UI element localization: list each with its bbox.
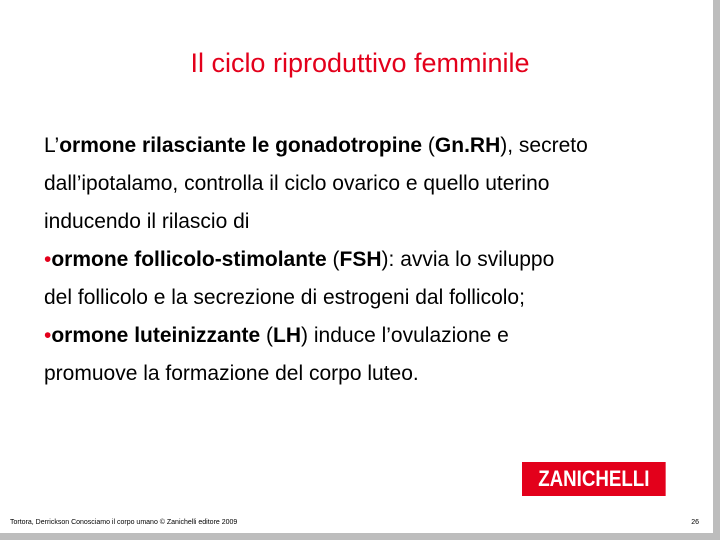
bullet-item-lh <box>44 320 684 358</box>
paragraph-line-2: dall’ipotalamo, controlla il ciclo ovarico e quello uterino <box>44 172 550 195</box>
page-number: 26 <box>691 519 699 526</box>
bold-acronym: Gn.RH <box>434 134 501 157</box>
paragraph-line-1 <box>44 130 684 168</box>
bold-term: ormone luteinizzante <box>51 324 261 347</box>
text-fragment: ), secreto <box>500 134 588 157</box>
bullet-continuation-lh: promuove la formazione del corpo luteo. <box>44 362 419 385</box>
zanichelli-logo: ZANICHELLI <box>522 462 666 496</box>
slide-title: Il ciclo riproduttivo femminile <box>190 48 530 78</box>
text-fragment: ( <box>422 134 435 157</box>
bullet-icon: • <box>44 248 52 271</box>
text-fragment: ( <box>260 324 274 347</box>
text-fragment: L’ <box>44 134 60 157</box>
bold-acronym: LH <box>273 324 302 347</box>
bullet-continuation-fsh: del follicolo e la secrezione di estrogeni dal follicolo; <box>44 286 525 309</box>
text-fragment: ( <box>326 248 340 271</box>
bold-term: ormone follicolo-stimolante <box>51 248 327 271</box>
slide-body <box>44 130 684 396</box>
text-fragment: ) induce l’ovulazione e <box>301 324 509 347</box>
bold-acronym: FSH <box>339 248 382 271</box>
bold-term: ormone rilasciante le gonadotropine <box>59 134 423 157</box>
text-fragment: ): avvia lo sviluppo <box>381 248 555 271</box>
bullet-item-fsh <box>44 244 684 282</box>
bullet-icon: • <box>44 324 52 347</box>
footer-credit: Tortora, Derrickson Conosciamo il corpo umano © Zanichelli editore 2009 <box>10 519 238 526</box>
paragraph-line-3: inducendo il rilascio di <box>44 210 250 233</box>
